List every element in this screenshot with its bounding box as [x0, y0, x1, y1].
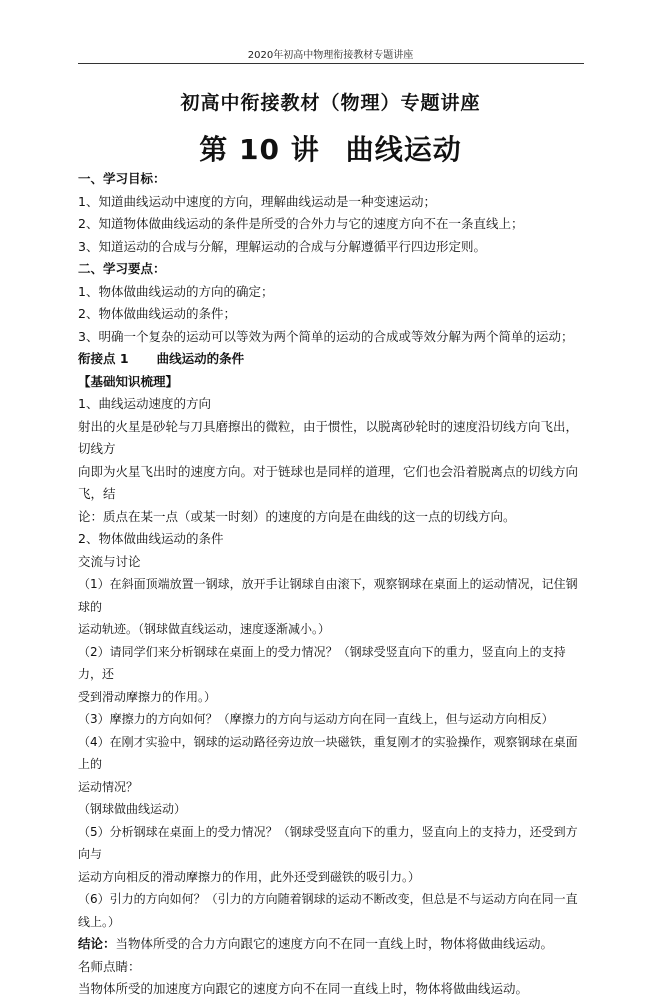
conclusion-label: 结论： [78, 936, 116, 951]
discussion-heading: 交流与讨论 [78, 553, 141, 569]
discussion-line: （4）在刚才实验中，钢球的运动路径旁边放一块磁铁，重复刚才的实验操作，观察钢球在桌面上的 [78, 734, 578, 771]
header-rule [78, 63, 584, 64]
lecture-number: 第 10 讲 [199, 133, 320, 166]
section-heading-goals: 一、学习目标： [78, 171, 166, 186]
point-item: 1、物体做曲线运动的方向的确定； [78, 283, 274, 299]
discussion-line: （钢球做曲线运动） [78, 802, 187, 816]
goal-item: 1、知道曲线运动中速度的方向，理解曲线运动是一种变速运动； [78, 193, 436, 209]
paragraph-line: 射出的火星是砂轮与刀具磨擦出的微粒，由于惯性，以脱离砂轮时的速度沿切线方向飞出，切线方 [78, 418, 579, 456]
point-item: 2、物体做曲线运动的条件； [78, 306, 236, 321]
discussion-line: 运动情况？ [78, 779, 139, 794]
goal-item: 2、知道物体做曲线运动的条件是所受的合外力与它的速度方向不在一条直线上； [78, 216, 524, 231]
link-point-title: 曲线运动的条件 [156, 351, 245, 366]
discussion-line: （1）在斜面顶端放置一钢球，放开手让钢球自由滚下，观察钢球在桌面上的运动情况，记住钢球的 [78, 577, 578, 614]
document-body [78, 168, 586, 1001]
basic-knowledge-heading: 【基础知识梳理】 [78, 373, 179, 389]
paragraph-line: 向即为火星飞出时的速度方向。对于链球也是同样的道理，它们也会沿着脱离点的切线方向飞，结 [78, 463, 579, 501]
discussion-line: 运动轨迹。（钢球做直线运动，速度逐渐减小。） [78, 622, 331, 636]
discussion-line: 受到滑动摩擦力的作用。） [78, 689, 217, 704]
tip-text: 当物体所受的加速度方向跟它的速度方向不在同一直线上时，物体将做曲线运动。 [78, 981, 529, 996]
discussion-line: 运动方向相反的滑动摩擦力的作用，此外还受到磁铁的吸引力。） [78, 869, 421, 884]
lecture-name: 曲线运动 [345, 133, 462, 166]
document-title: 初高中衔接教材（物理）专题讲座 [180, 92, 481, 114]
lecture-heading [0, 128, 661, 168]
discussion-line: （6）引力的方向如何？（引力的方向随着钢球的运动不断改变，但总是不与运动方向在同一直线上。） [78, 892, 578, 929]
paragraph-line: 论：质点在某一点（或某一时刻）的速度的方向是在曲线的这一点的切线方向。 [78, 508, 516, 524]
running-header: 2020年初高中物理衔接教材专题讲座 [247, 50, 414, 61]
subsection-heading: 1、曲线运动速度的方向 [78, 396, 211, 411]
discussion-line: （3）摩擦力的方向如何？（摩擦力的方向与运动方向在同一直线上，但与运动方向相反） [78, 712, 554, 726]
goal-item: 3、知道运动的合成与分解，理解运动的合成与分解遵循平行四边形定则。 [78, 238, 486, 254]
link-point-label: 衔接点 1 [78, 351, 129, 366]
section-heading-points: 二、学习要点： [78, 261, 166, 276]
subsection-heading: 2、物体做曲线运动的条件 [78, 531, 224, 546]
tip-heading: 名师点睛： [78, 958, 141, 974]
discussion-line: （5）分析钢球在桌面上的受力情况？（钢球受竖直向下的重力，竖直向上的支持力，还受到方向与 [78, 824, 578, 861]
conclusion-text: 当物体所受的合力方向跟它的速度方向不在同一直线上时，物体将做曲线运动。 [115, 936, 554, 951]
link-point-heading [78, 348, 586, 371]
point-item: 3、明确一个复杂的运动可以等效为两个简单的运动的合成或等效分解为两个简单的运动； [78, 328, 574, 344]
conclusion [78, 933, 586, 956]
discussion-line: （2）请同学们来分析钢球在桌面上的受力情况？（钢球受竖直向下的重力，竖直向上的支持力，还 [78, 644, 566, 681]
